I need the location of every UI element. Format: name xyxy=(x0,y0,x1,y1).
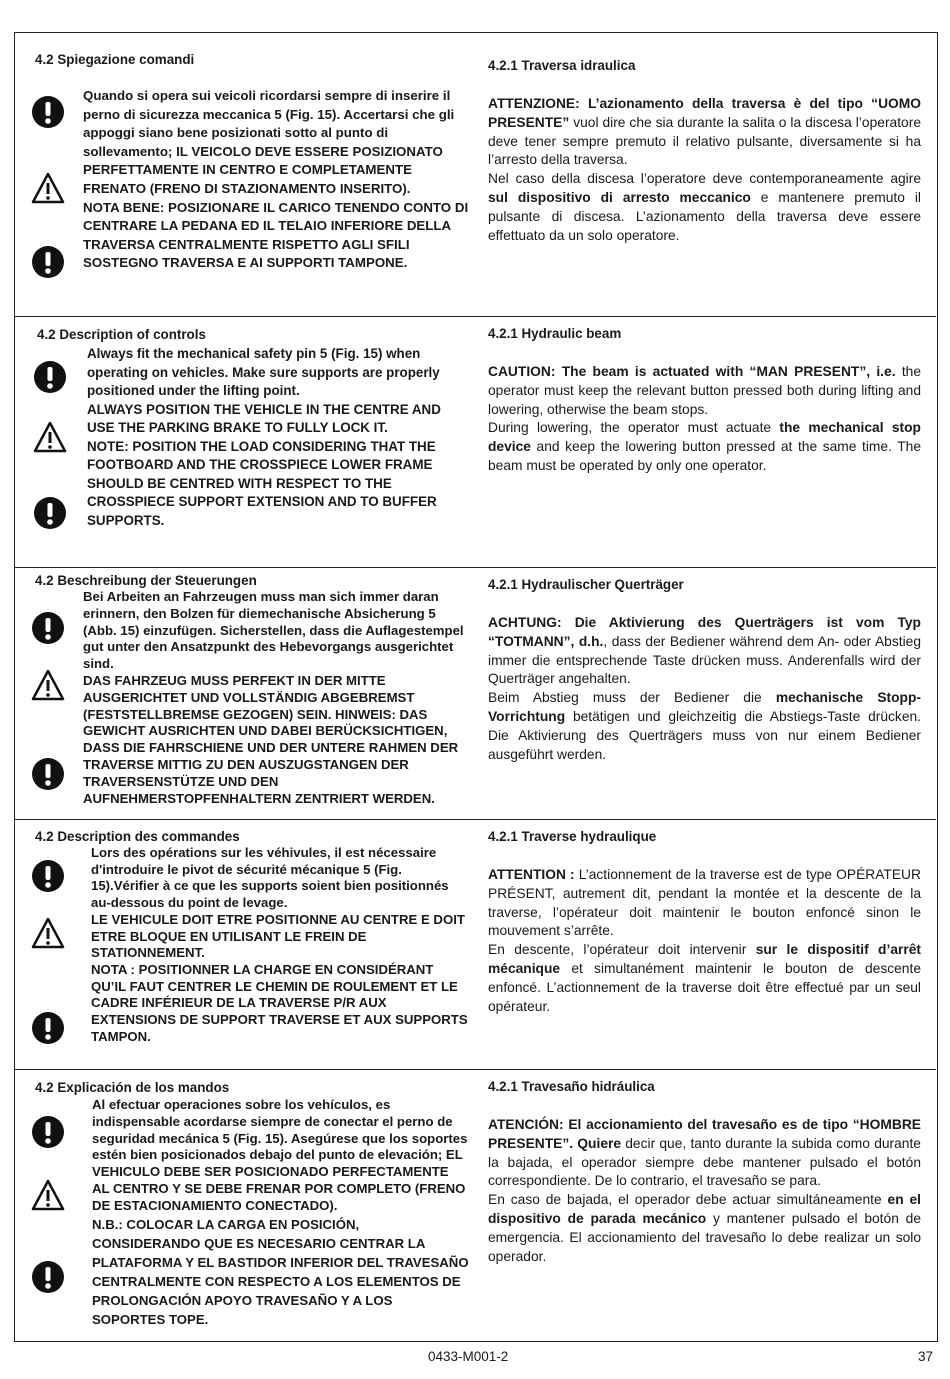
section-heading: 4.2 Spiegazione comandi xyxy=(35,52,195,67)
safety-warning-text xyxy=(91,845,469,1045)
procedure-text: ATTENTION : L’actionnement de la traverse est de type OPÉRATEUR PRÉSENT, autrement dit, pendant la montée et la descente de la traverse, l’opérateur doit maintenir le bouton enfoncé sinon le mouvement s’arrête. En descente, l’opérateur doit intervenir sur le dispositif d’arrêt mécanique et simultanément maintenir le bouton de descente enfoncé. L’actionnement de la traverse doit être effectué par un seul opérateur. xyxy=(488,867,921,1014)
warning-paragraph: Bei Arbeiten an Fahrzeugen muss man sich immer daran erinnern, den Bolzen für diemechanische Absicherung 5 (Abb. 15) einzufügen. Sicherstellen, dass die Auflagestempel gut unter den Ansatzpunkt des Hebevorgangs ausgerichtet sind. xyxy=(83,589,464,672)
subsection-heading: 4.2.1 Traverse hydraulique xyxy=(488,829,657,844)
section-it xyxy=(15,33,936,316)
warning-paragraph: Lors des opérations sur les véhivules, il est nécessaire d'introduire le pivot de sécurité mécanique 5 (Fig. 15).Vérifier à ce que les supports soient bien positionnés au-dessous du point de levage. xyxy=(91,845,449,911)
warning-paragraph: NOTE: POSITION THE LOAD CONSIDERING THAT THE FOOTBOARD AND THE CROSSPIECE LOWER FRAME SHOULD BE CENTRED WITH RESPECT TO THE CROSSPIECE SUPPORT EXTENSION AND TO BUFFER SUPPORTS. xyxy=(87,438,437,528)
warning-triangle-icon xyxy=(31,916,65,950)
emphasis-text: en el dispositivo de parada mecánico xyxy=(488,1192,921,1226)
page-frame xyxy=(14,32,938,1342)
document-code: 0433-M001-2 xyxy=(428,1349,509,1364)
mandatory-icon xyxy=(31,611,65,645)
caution-label: CAUTION: The beam is actuated with “MAN PRESENT”, i.e. xyxy=(488,364,896,379)
section-es xyxy=(15,1069,936,1341)
emphasis-text: the mechanical stop device xyxy=(488,420,921,455)
warning-triangle-icon xyxy=(31,668,65,702)
mandatory-icon xyxy=(33,360,67,394)
page-number: 37 xyxy=(918,1349,934,1364)
warning-paragraph: LE VEHICULE DOIT ETRE POSITIONNE AU CENTRE E DOIT ETRE BLOQUE EN UTILISANT LE FREIN DE STATIONNEMENT. xyxy=(91,911,465,961)
mandatory-icon xyxy=(31,245,65,279)
subsection-heading: 4.2.1 Hydraulic beam xyxy=(488,326,622,341)
safety-warning-text xyxy=(83,589,469,807)
warning-paragraph: Al efectuar operaciones sobre los vehículos, es indispensable acordarse siempre de conectar el perno de seguridad mecánica 5 (Fig. 15). Asegúrese que los soportes estén bien posicionados debajo del punto de elevación; EL VEHICULO DEBE SER POSICIONADO PERFECTAMENTE AL CENTRO Y SE DEBE FRENAR POR COMPLETO (FRENO DE ESTACIONAMIENTO CONECTADO). xyxy=(92,1097,468,1213)
warning-paragraph: N.B.: COLOCAR LA CARGA EN POSICIÓN, CONSIDERANDO QUE ES NECESARIO CENTRAR LA PLATAFORMA Y EL BASTIDOR INFERIOR DEL TRAVESAÑO CENTRALMENTE CON RESPECTO A LOS ELEMENTOS DE PROLONGACIÓN APOYO TRAVESAÑO Y A LOS SOPORTES TOPE. xyxy=(92,1216,469,1327)
emphasis-text: sur le dispositif d’arrêt mécanique xyxy=(488,942,921,976)
caution-label: ACHTUNG: Die Aktivierung des Querträgers ist vom Typ “TOTMANN”, d.h. xyxy=(488,615,921,649)
mandatory-icon xyxy=(31,757,65,791)
caution-label: ATENCIÓN: El accionamiento del travesaño es de tipo “HOMBRE PRESENTE”. Quiere xyxy=(488,1117,921,1151)
procedure-text: ATTENZIONE: L’azionamento della traversa è del tipo “UOMO PRESENTE” vuol dire che sia durante la salita o la discesa l’operatore deve tener sempre premuto il relativo pulsante, diversamente si ha l’arresto della traversa. Nel caso della discesa l’operatore deve contemporaneamente agire sul dispositivo di arresto meccanico e mantenere premuto il pulsante di discesa. L’azionamento della traversa deve essere effettuato da un solo operatore. xyxy=(488,96,921,243)
mandatory-icon xyxy=(33,496,67,530)
section-de xyxy=(15,567,936,819)
procedure-text: CAUTION: The beam is actuated with “MAN PRESENT”, i.e. the operator must keep the relevant button pressed both during lifting and lowering, otherwise the beam stops. During lowering, the operator must actuate the mechanical stop device and keep the lowering button pressed at the same time. The beam must be operated by only one operator. xyxy=(488,364,921,473)
warning-paragraph: ALWAYS POSITION THE VEHICLE IN THE CENTRE AND USE THE PARKING BRAKE TO FULLY LOCK IT. xyxy=(87,401,441,435)
section-en xyxy=(15,316,936,567)
mandatory-icon xyxy=(31,1011,65,1045)
caution-label: ATTENTION : xyxy=(488,867,575,882)
emphasis-text: mechanische Stopp-Vorrichtung xyxy=(488,690,922,724)
mandatory-icon xyxy=(31,1115,65,1149)
emphasis-text: sul dispositivo di arresto meccanico xyxy=(488,189,751,205)
mandatory-icon xyxy=(31,859,65,893)
warning-triangle-icon xyxy=(33,420,67,454)
warning-triangle-icon xyxy=(31,171,65,205)
safety-warning-text xyxy=(83,87,469,273)
section-heading: 4.2 Beschreibung der Steuerungen xyxy=(35,573,257,588)
subsection-heading: 4.2.1 Hydraulischer Querträger xyxy=(488,577,684,592)
subsection-heading: 4.2.1 Travesaño hidráulica xyxy=(488,1079,655,1094)
subsection-heading: 4.2.1 Traversa idraulica xyxy=(488,58,636,73)
warning-paragraph: NOTA : POSITIONNER LA CHARGE EN CONSIDÉRANT QU’IL FAUT CENTRER LE CHEMIN DE ROULEMENT ET LE CADRE INFÉRIEUR DE LA TRAVERSE P/R AUX EXTENSIONS DE SUPPORT TRAVERSE ET AUX SUPPORTS TAMPON. xyxy=(91,961,468,1044)
warning-paragraph: DAS FAHRZEUG MUSS PERFEKT IN DER MITTE AUSGERICHTET UND VOLLSTÄNDIG ABGEBREMST (FESTSTELLBREMSE GEZOGEN) SEIN. HINWEIS: DAS GEWICHT AUSRICHTEN UND DABEI BERÜCKSICHTIGEN, DASS DIE FAHRSCHIENE UND DER UNTERE RAHMEN DER TRAVERSE MITTIG ZU DEN AUSZUGSTANGEN DER TRAVERSENSTÜTZE UND DEN AUFNEHMERSTOPFENHALTERN ZENTRIERT WERDEN. xyxy=(83,672,459,806)
procedure-text: ATENCIÓN: El accionamiento del travesaño es de tipo “HOMBRE PRESENTE”. Quiere decir que, tanto durante la subida como durante la bajada, el operador siempre debe mantener pulsado el botón correspondiente. De lo contrario, el travesaño se para. En caso de bajada, el operador debe actuar simultáneamente en el dispositivo de parada mecánico y mantener pulsado el botón de emergencia. El accionamiento del travesaño lo debe realizar un solo operador. xyxy=(488,1117,921,1264)
mandatory-icon xyxy=(31,95,65,129)
section-heading: 4.2 Explicación de los mandos xyxy=(35,1080,230,1095)
procedure-text: ACHTUNG: Die Aktivierung des Querträgers ist vom Typ “TOTMANN”, d.h., dass der Bediener während dem An- oder Abstieg immer die entsprechende Taste drücken muss. Anderenfalls wird der Querträger angehalten. Beim Abstieg muss der Bediener die mechanische Stopp-Vorrichtung betätigen und gleichzeitig die Abstiegs-Taste drücken. Die Aktivierung des Querträgers muss von nur einem Bediener ausgeführt werden. xyxy=(488,615,922,762)
section-heading: 4.2 Description des commandes xyxy=(35,829,240,844)
section-heading: 4.2 Description of controls xyxy=(37,327,206,342)
safety-warning-text xyxy=(87,345,469,530)
warning-paragraph: Always fit the mechanical safety pin 5 (Fig. 15) when operating on vehicles. Make sure supports are properly positioned under the lifting point. xyxy=(87,346,440,398)
warning-paragraph: Quando si opera sui veicoli ricordarsi sempre di inserire il perno di sicurezza meccanica 5 (Fig. 15). Accertarsi che gli appoggi siano bene posizionati sotto al punto di sollevamento; IL VEICOLO DEVE ESSERE POSIZIONATO PERFETTAMENTE IN CENTRO E COMPLETAMENTE FRENATO (FRENO DI STAZIONAMENTO INSERITO). xyxy=(83,88,455,196)
warning-paragraph: NOTA BENE: POSIZIONARE IL CARICO TENENDO CONTO DI CENTRARE LA PEDANA ED IL TELAIO INFERIORE DELLA TRAVERSA CENTRALMENTE RISPETTO AGLI SFILI SOSTEGNO TRAVERSA E AI SUPPORTI TAMPONE. xyxy=(83,199,469,271)
safety-warning-text xyxy=(92,1097,469,1329)
mandatory-icon xyxy=(31,1260,65,1294)
warning-triangle-icon xyxy=(31,1178,65,1212)
section-fr xyxy=(15,819,936,1069)
caution-label: ATTENZIONE: L’azionamento della traversa è del tipo “UOMO PRESENTE” xyxy=(488,96,921,130)
